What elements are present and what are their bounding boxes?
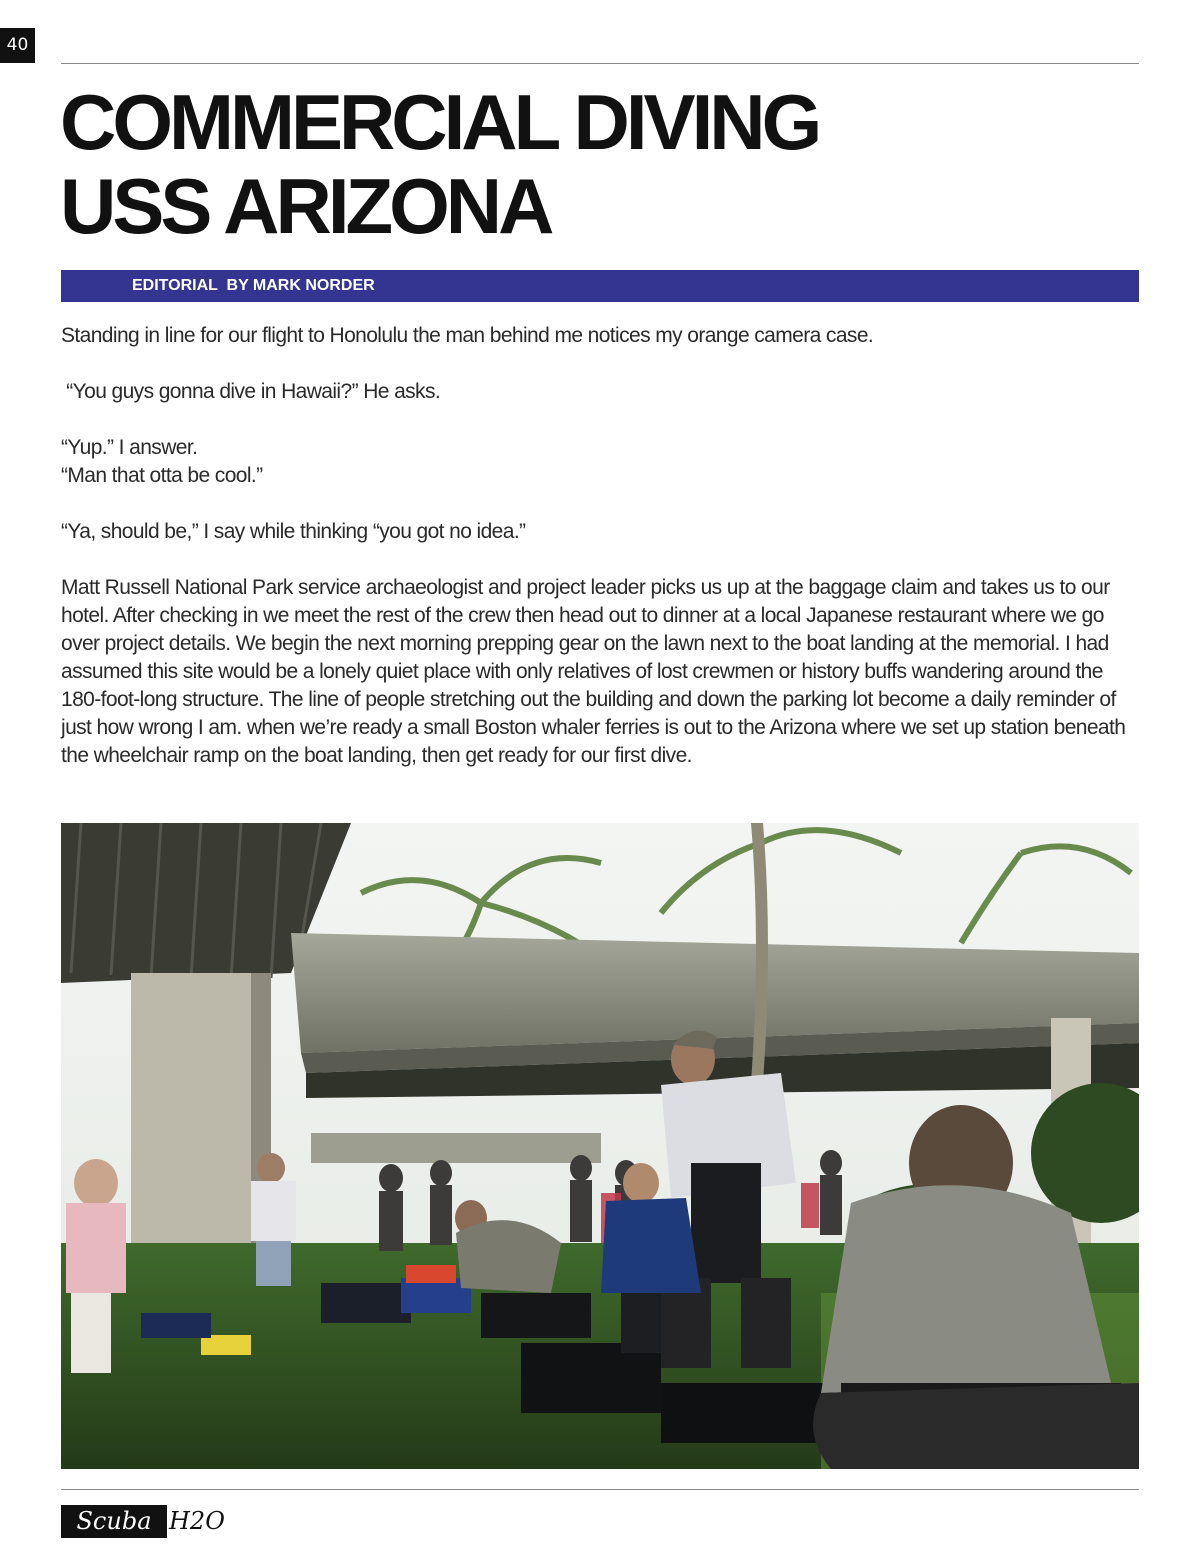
title-line-1: COMMERCIAL DIVING	[60, 78, 819, 166]
byline: EDITORIAL BY MARK NORDER	[132, 277, 375, 294]
bottom-divider	[61, 1489, 1139, 1490]
paragraph-1: Standing in line for our flight to Honolulu the man behind me notices my orange camera case.	[61, 324, 874, 347]
article-body	[61, 322, 1141, 770]
logo-scuba-text: Scuba	[61, 1505, 167, 1538]
top-divider	[61, 63, 1139, 64]
divers-prepping-gear-photo	[61, 823, 1139, 1469]
photo-illustration	[61, 823, 1139, 1469]
paragraph-2: “You guys gonna dive in Hawaii?” He asks.	[61, 380, 441, 403]
article-title	[60, 80, 818, 248]
paragraph-5: “Ya, should be,” I say while thinking “you got no idea.”	[61, 520, 526, 543]
paragraph-4: “Man that otta be cool.”	[61, 464, 263, 487]
byline-bar	[61, 270, 1139, 302]
page-number: 40	[0, 28, 35, 63]
paragraph-3: “Yup.” I answer.	[61, 436, 198, 459]
paragraph-6: Matt Russell National Park service archaeologist and project leader picks us up at the baggage claim and takes us to our hotel. After checking in we meet the rest of the crew then head out to dinner at a local Japanese restaurant where we go over project details. We begin the next morning prepping gear on the lawn next to the boat landing at the memorial. I had assumed this site would be a lonely quiet place with only relatives of lost crewmen or history buffs wandering around the 180-foot-long structure. The line of people stretching out the building and down the parking lot become a daily reminder of just how wrong I am. when we’re ready a small Boston whaler ferries is out to the Arizona where we set up station beneath the wheelchair ramp on the boat landing, then get ready for our first dive.	[61, 576, 1131, 767]
logo-h2o-text: H2O	[169, 1507, 225, 1535]
title-line-2: USS ARIZONA	[60, 162, 551, 250]
